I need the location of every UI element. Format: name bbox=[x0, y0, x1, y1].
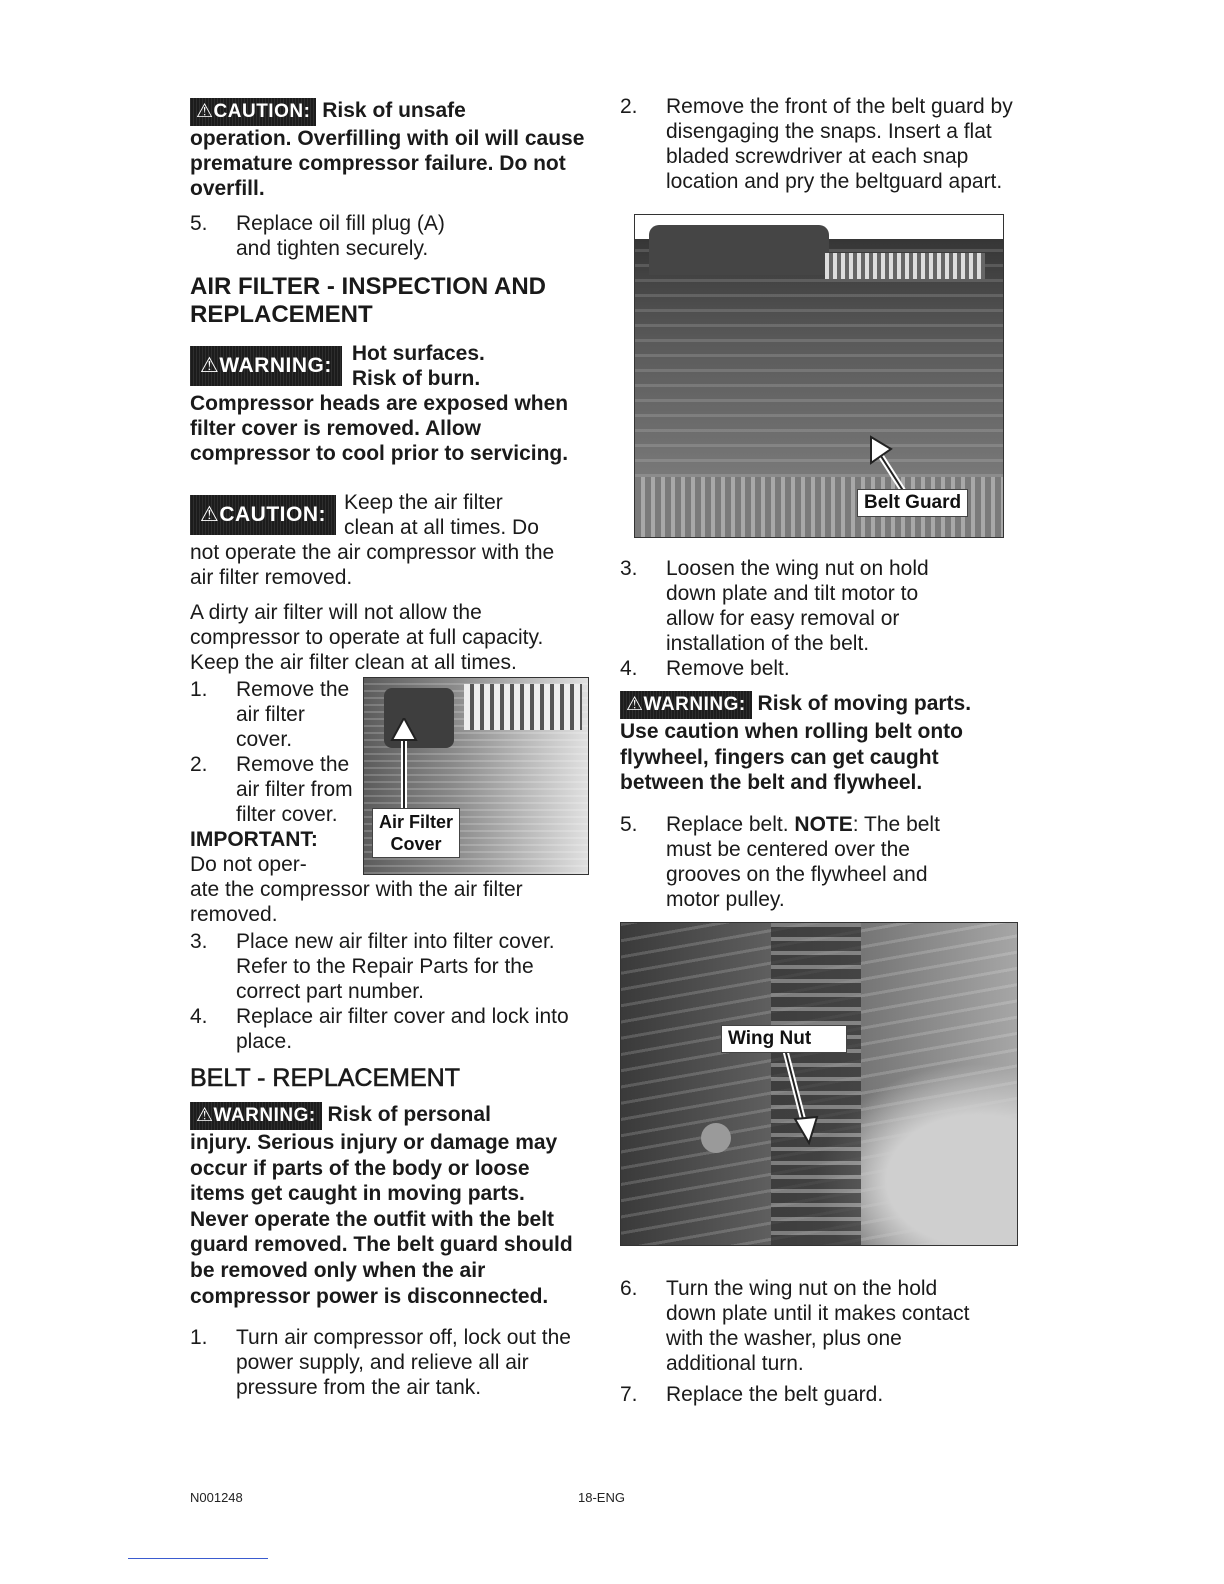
right-column bbox=[620, 92, 1020, 1407]
belt-guard-label: Belt Guard bbox=[857, 489, 968, 517]
step-loosen-wing-nut: 3. Loosen the wing nut on hold down plate and tilt motor to allow for easy removal or installation of the belt. bbox=[620, 557, 929, 655]
warning-hot-surfaces: ⚠WARNING: Hot surfaces. Risk of burn. Compressor heads are exposed when filter cover is removed. Allow compressor to cool prior to servicing. bbox=[190, 342, 569, 465]
wing-nut-label: Wing Nut bbox=[721, 1025, 847, 1053]
step-turn-wing-nut: 6. Turn the wing nut on the hold down plate until it makes contact with the washer, plus one additional turn. bbox=[620, 1276, 970, 1375]
left-column bbox=[190, 92, 590, 1400]
footer-code: N001248 bbox=[190, 1490, 243, 1505]
caution-oil bbox=[190, 98, 590, 201]
warning-moving-parts: ⚠WARNING: Risk of moving parts. Use caution when rolling belt onto flywheel, fingers can get caught between the belt and flywheel. bbox=[620, 691, 1020, 796]
step-replace-belt: 5. Replace belt. NOTE: The belt must be centered over the grooves on the flywheel and motor pulley. bbox=[620, 812, 940, 911]
caution-text: not operate the air compressor with the air filter removed. bbox=[190, 541, 555, 589]
caution-keep-filter-clean: ⚠CAUTION: Keep the air filter clean at all times. Do not operate the air compressor with the air filter removed. bbox=[190, 490, 590, 590]
step-remove-belt-guard-front: 2. Remove the front of the belt guard by disengaging the snaps. Insert a flat bladed screwdriver at each snap location and pry the beltguard apart. bbox=[620, 95, 1013, 193]
belt-heading: BELT - REPLACEMENT bbox=[190, 1064, 460, 1092]
step-remove-cover: 1. Remove the air filter cover. bbox=[190, 678, 350, 751]
belt-guard-photo bbox=[634, 214, 1004, 538]
warning-text: injury. Serious injury or damage may occur if parts of the body or loose items get caught in moving parts. Never operate the outfit with the belt guard removed. The belt guard should be removed only when the air compressor power is disconnected. bbox=[190, 1131, 573, 1308]
caution-text: operation. Overfilling with oil will cause premature compressor failure. Do not overfill. bbox=[190, 127, 585, 200]
page-bottom-rule bbox=[128, 1558, 268, 1559]
important-text-cont: ate the compressor with the air filter removed. bbox=[190, 878, 523, 926]
step-replace-belt-guard: 7. Replace the belt guard. bbox=[620, 1382, 884, 1406]
caution-badge: ⚠CAUTION: bbox=[190, 495, 336, 535]
caution-lead: Risk of unsafe bbox=[316, 99, 466, 122]
warning-badge: ⚠WARNING: bbox=[190, 346, 342, 386]
warning-text: Use caution when rolling belt onto flywheel, fingers can get caught between the belt and flywheel. bbox=[620, 720, 964, 795]
air-filter-heading: AIR FILTER - INSPECTION AND REPLACEMENT bbox=[190, 273, 546, 328]
warning-badge: ⚠WARNING: bbox=[620, 691, 752, 719]
step-remove-filter: 2. Remove the air filter from filter cover. bbox=[190, 753, 353, 826]
caution-badge: ⚠CAUTION: bbox=[190, 98, 316, 126]
wing-nut-photo bbox=[620, 922, 1018, 1246]
dirty-filter-paragraph: A dirty air filter will not allow the compressor to operate at full capacity. Keep the air filter clean at all times. bbox=[190, 601, 544, 674]
footer-page-number: 18-ENG bbox=[578, 1490, 625, 1505]
warning-badge: ⚠WARNING: bbox=[190, 1102, 322, 1130]
warning-personal-injury: ⚠WARNING: Risk of personal injury. Serious injury or damage may occur if parts of the body or loose items get caught in moving parts. Never operate the outfit with the belt guard removed. The belt guard should be removed only when the air compressor power is disconnected. bbox=[190, 1102, 590, 1309]
step-replace-oil-plug: 5. Replace oil fill plug (A) and tighten securely. bbox=[190, 212, 445, 260]
air-filter-photo bbox=[363, 677, 589, 875]
air-filter-section bbox=[190, 677, 590, 877]
warning-text: Compressor heads are exposed when filter cover is removed. Allow compressor to cool prior to servicing. bbox=[190, 392, 569, 465]
important-label: IMPORTANT: bbox=[190, 828, 318, 851]
step-place-new-filter: 3. Place new air filter into filter cover. Refer to the Repair Parts for the correct part number. bbox=[190, 930, 555, 1003]
step-remove-belt: 4. Remove belt. bbox=[620, 657, 790, 680]
air-filter-cover-label: Air Filter Cover bbox=[372, 808, 460, 858]
arrow-icon bbox=[779, 1047, 819, 1147]
important-text-start: Do not oper- bbox=[190, 853, 307, 876]
step-replace-cover: 4. Replace air filter cover and lock into place. bbox=[190, 1005, 569, 1053]
step-turn-off: 1. Turn air compressor off, lock out the power supply, and relieve all air pressure from the air tank. bbox=[190, 1326, 571, 1400]
